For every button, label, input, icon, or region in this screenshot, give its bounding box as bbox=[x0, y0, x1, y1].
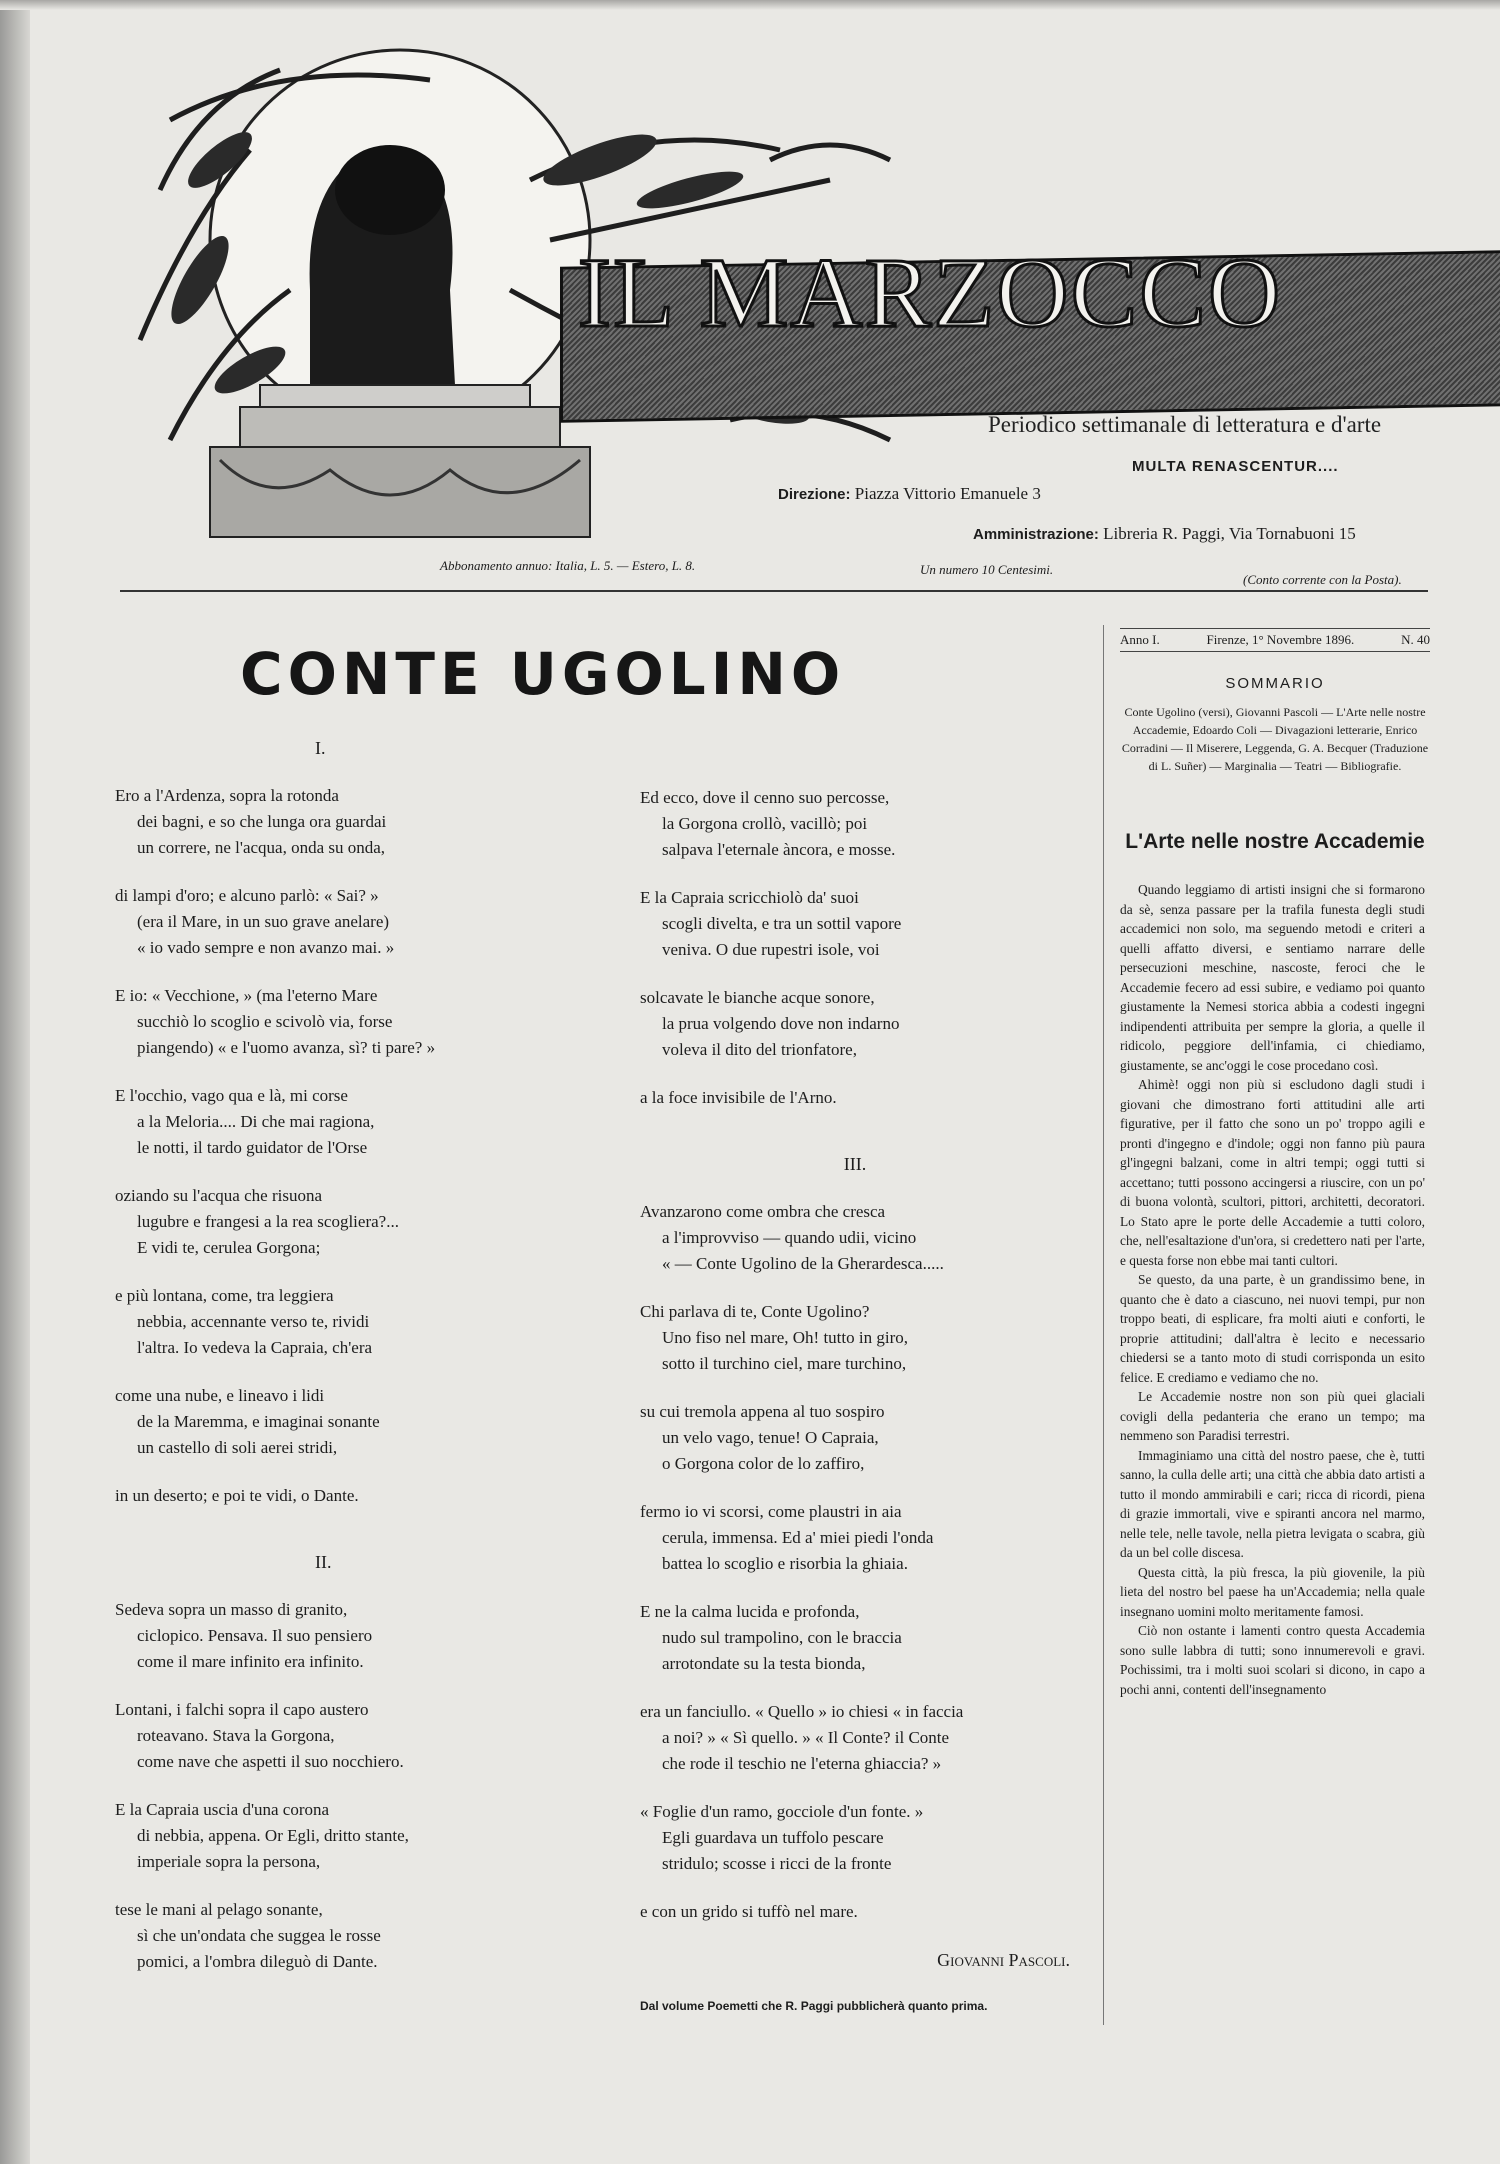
stanza bbox=[640, 885, 1070, 963]
verse-line: nebbia, accennante verso te, rividi bbox=[137, 1312, 370, 1331]
stanza bbox=[115, 1897, 515, 1975]
stanza bbox=[640, 1085, 1070, 1111]
poem-part-label: II. bbox=[315, 1552, 332, 1572]
verse-line: Avanzarono come ombra che cresca bbox=[640, 1202, 886, 1221]
verse-line: E vidi te, cerulea Gorgona; bbox=[137, 1238, 321, 1257]
article-paragraph: Immaginiamo una città del nostro paese, che è, tutti sanno, la culla delle arti; una città che abbia dato artisti a tutto il mondo ammirabili e cari; ricca di ricordi, piena di grazie immortali, vive e spiranti ancora nel marmo, nelle tele, nelle tavole, nella pietra levigata o scabra, giù da un bel colle discesa. bbox=[1120, 1447, 1425, 1560]
amministrazione-value: Libreria R. Paggi, Via Tornabuoni 15 bbox=[1103, 524, 1356, 543]
stanza bbox=[640, 1799, 1070, 1877]
verse-line: piangendo) « e l'uomo avanza, sì? ti pare? » bbox=[137, 1038, 436, 1057]
amministrazione bbox=[973, 524, 1356, 544]
article-title: L'Arte nelle nostre Accademie bbox=[1125, 830, 1425, 853]
poem-author: Giovanni Pascoli. bbox=[937, 1950, 1070, 1970]
verse-line: la Gorgona crollò, vacillò; poi bbox=[662, 814, 868, 833]
verse-line: cerula, immensa. Ed a' miei piedi l'onda bbox=[662, 1528, 934, 1547]
verse-line: solcavate le bianche acque sonore, bbox=[640, 988, 875, 1007]
verse-line: salpava l'eternale àncora, e mosse. bbox=[662, 840, 896, 859]
poem-column-1 bbox=[115, 735, 515, 1997]
article-paragraph: Le Accademie nostre non son più quei glaciali covigli della pedanteria che erano un tempo; ma nemmeno son Paradisi terrestri. bbox=[1120, 1389, 1425, 1443]
verse-line: Lontani, i falchi sopra il capo austero bbox=[115, 1700, 369, 1719]
verse-line: E io: « Vecchione, » (ma l'eterno Mare bbox=[115, 986, 378, 1005]
verse-line: in un deserto; e poi te vidi, o Dante. bbox=[115, 1486, 359, 1505]
stanza bbox=[640, 1699, 1070, 1777]
article-body bbox=[1120, 880, 1425, 1699]
verse-line: le notti, il tardo guidator de l'Orse bbox=[137, 1138, 368, 1157]
article-paragraph: Ciò non ostante i lamenti contro questa Accademia sono sulle labbra di tutti; sono innumerevoli e gravi. Pochissimi, tra i molti suoi scolari si dicono, in capo a pochi anni, contenti dell'insegnamento bbox=[1120, 1623, 1425, 1697]
conto-corrente: (Conto corrente con la Posta). bbox=[1243, 572, 1402, 587]
verse-line: come il mare infinito era infinito. bbox=[137, 1652, 364, 1671]
direzione bbox=[778, 484, 1041, 504]
stanza bbox=[640, 1299, 1070, 1377]
verse-line: « io vado sempre e non avanzo mai. » bbox=[137, 938, 395, 957]
verse-line: e più lontana, come, tra leggiera bbox=[115, 1286, 334, 1305]
stanza bbox=[115, 1797, 515, 1875]
poem-title: CONTE UGOLINO bbox=[240, 640, 846, 708]
verse-line: scogli divelta, e tra un sottil vapore bbox=[662, 914, 902, 933]
verse-line: ciclopico. Pensava. Il suo pensiero bbox=[137, 1626, 373, 1645]
stanza bbox=[115, 983, 515, 1061]
verse-line: tese le mani al pelago sonante, bbox=[115, 1900, 323, 1919]
masthead-subtitle: Periodico settimanale di letteratura e d'arte bbox=[988, 412, 1382, 437]
verse-line: e con un grido si tuffò nel mare. bbox=[640, 1902, 858, 1921]
masthead-motto: MULTA RENASCENTUR.... bbox=[1132, 458, 1339, 475]
amministrazione-label: Amministrazione: bbox=[973, 526, 1099, 543]
verse-line: E ne la calma lucida e profonda, bbox=[640, 1602, 860, 1621]
verse-line: Ed ecco, dove il cenno suo percosse, bbox=[640, 788, 890, 807]
verse-line: succhiò lo scoglio e scivolò via, forse bbox=[137, 1012, 393, 1031]
stanza bbox=[115, 1283, 515, 1361]
verse-line: Chi parlava di te, Conte Ugolino? bbox=[640, 1302, 870, 1321]
verse-line: la prua volgendo dove non indarno bbox=[662, 1014, 900, 1033]
verse-line: a la Meloria.... Di che mai ragiona, bbox=[137, 1112, 375, 1131]
verse-line: Sedeva sopra un masso di granito, bbox=[115, 1600, 348, 1619]
verse-line: oziando su l'acqua che risuona bbox=[115, 1186, 322, 1205]
verse-line: battea lo scoglio e risorbia la ghiaia. bbox=[662, 1554, 908, 1573]
verse-line: lugubre e frangesi a la rea scogliera?... bbox=[137, 1212, 399, 1231]
article-paragraph: Quando leggiamo di artisti insigni che si formarono da sè, senza passare per la trafila funesta degli studi accademici non solo, ma seguendo metodi e criteri a quelli affatto diversi, e sentiamo narrare delle persecuzioni meschine, nascoste, feroci che le Accademie fecero ad essi subire, e vediamo poi quanto giustamente la Nemesi storica abbia a codesti ingegni indipendenti attribuita per sempre la gloria, a quelle il ridicolo, peggiore dell'infamia, ci chiediamo, giustamente, se anc'oggi le cose procedano così. bbox=[1120, 882, 1425, 1073]
poem-part-2-continued bbox=[640, 785, 1070, 1111]
verse-line: l'altra. Io vedeva la Capraia, ch'era bbox=[137, 1338, 373, 1357]
verse-line: a noi? » « Sì quello. » « Il Conte? il Conte bbox=[662, 1728, 950, 1747]
masthead-rule bbox=[120, 590, 1428, 592]
verse-line: a l'improvviso — quando udii, vicino bbox=[662, 1228, 917, 1247]
article-paragraph: Questa città, la più fresca, la più giovenile, la più lieta del nostro bel paese ha un'Accademia; nella quale insegnano uomini molto meritamente famosi. bbox=[1120, 1564, 1425, 1619]
verse-line: E la Capraia uscia d'una corona bbox=[115, 1800, 330, 1819]
article-paragraph: Ahimè! oggi non più si escludono dagli studi i giovani che dimostrano forti attitudini alle arti figurative, per il fatto che sono un po' troppo agili e pronti d'ingegno e d'indole; oggi non fanno più paura gl'ingegni balzani, come in altri tempi; oggi tutti si accettano; tutti possono accingersi a riuscire, con un po' di buona volontà, scultori, pittori, architetti, decoratori. Lo Stato apre le porte delle Accademie a tutti coloro, che, nell'esaltazione d'un'ora, si credettero nati per l'arte, e questa forse non ebbe mai tanti cultori. bbox=[1120, 1077, 1425, 1268]
verse-line: pomici, a l'ombra dileguò di Dante. bbox=[137, 1952, 378, 1971]
verse-line: Egli guardava un tuffolo pescare bbox=[662, 1828, 884, 1847]
masthead-title: IL MARZOCCO bbox=[577, 237, 1283, 348]
stanza bbox=[640, 985, 1070, 1063]
stanza bbox=[115, 1383, 515, 1461]
stanza bbox=[640, 1599, 1070, 1677]
verse-line: Uno fiso nel mare, Oh! tutto in giro, bbox=[662, 1328, 908, 1347]
verse-line: di lampi d'oro; e alcuno parlò: « Sai? » bbox=[115, 886, 379, 905]
prezzo-numero: Un numero 10 Centesimi. bbox=[920, 562, 1054, 577]
stanza bbox=[115, 783, 515, 861]
issue-line bbox=[1120, 628, 1430, 652]
poem-part-label: III. bbox=[843, 1154, 867, 1174]
verse-line: fermo io vi scorsi, come plaustri in aia bbox=[640, 1502, 902, 1521]
poem-part-3 bbox=[640, 1199, 1070, 1925]
issue-anno: Anno I. bbox=[1120, 632, 1160, 647]
verse-line: Ero a l'Ardenza, sopra la rotonda bbox=[115, 786, 339, 805]
stanza bbox=[640, 1899, 1070, 1925]
stanza bbox=[115, 1697, 515, 1775]
verse-line: imperiale sopra la persona, bbox=[137, 1852, 321, 1871]
stanza bbox=[115, 883, 515, 961]
stanza bbox=[640, 1199, 1070, 1277]
stanza bbox=[640, 785, 1070, 863]
verse-line: che rode il teschio ne l'eterna ghiaccia? » bbox=[662, 1754, 942, 1773]
poem-note: Dal volume Poemetti che R. Paggi pubblicherà quanto prima. bbox=[640, 1999, 988, 2013]
sommario-heading: SOMMARIO bbox=[1225, 675, 1325, 692]
verse-line: un correre, ne l'acqua, onda su onda, bbox=[137, 838, 386, 857]
verse-line: dei bagni, e so che lunga ora guardai bbox=[137, 812, 387, 831]
column-rule bbox=[1103, 625, 1104, 2025]
verse-line: sotto il turchino ciel, mare turchino, bbox=[662, 1354, 907, 1373]
verse-line: un velo vago, tenue! O Capraia, bbox=[662, 1428, 879, 1447]
abbonamento: Abbonamento annuo: Italia, L. 5. — Estero, L. 8. bbox=[440, 558, 696, 573]
verse-line: « Foglie d'un ramo, gocciole d'un fonte. » bbox=[640, 1802, 924, 1821]
verse-line: su cui tremola appena al tuo sospiro bbox=[640, 1402, 885, 1421]
verse-line: un castello di soli aerei stridi, bbox=[137, 1438, 338, 1457]
scan-edge-top bbox=[0, 0, 1500, 10]
verse-line: E l'occhio, vago qua e là, mi corse bbox=[115, 1086, 348, 1105]
verse-line: o Gorgona color de lo zaffiro, bbox=[662, 1454, 865, 1473]
issue-date: Firenze, 1° Novembre 1896. bbox=[1206, 632, 1355, 647]
direzione-value: Piazza Vittorio Emanuele 3 bbox=[854, 484, 1041, 503]
issue-number: N. 40 bbox=[1401, 632, 1430, 647]
poem-part-2 bbox=[115, 1597, 515, 1975]
direzione-label: Direzione: bbox=[778, 486, 851, 503]
scan-edge bbox=[0, 0, 30, 2164]
poem-part-label: I. bbox=[315, 738, 326, 758]
verse-line: E la Capraia scricchiolò da' suoi bbox=[640, 888, 859, 907]
verse-line: stridulo; scosse i ricci de la fronte bbox=[662, 1854, 892, 1873]
stanza bbox=[115, 1597, 515, 1675]
sommario-text: Conte Ugolino (versi), Giovanni Pascoli — L'Arte nelle nostre Accademie, Edoardo Coli — Divagazioni letterarie, Enrico Corradini — Il Miserere, Leggenda, G. A. Becquer (Traduzione di L. Suñer) — Marginalia — Teatri — Bibliografie. bbox=[1121, 705, 1429, 773]
verse-line: arrotondate su la testa bionda, bbox=[662, 1654, 866, 1673]
stanza bbox=[115, 1483, 515, 1509]
poem-column-2 bbox=[640, 785, 1070, 2019]
stanza bbox=[640, 1499, 1070, 1577]
poem-part-1 bbox=[115, 783, 515, 1509]
verse-line: come una nube, e lineavo i lidi bbox=[115, 1386, 325, 1405]
stanza bbox=[115, 1183, 515, 1261]
stanza bbox=[640, 1399, 1070, 1477]
verse-line: sì che un'ondata che suggea le rosse bbox=[137, 1926, 381, 1945]
verse-line: come nave che aspetti il suo nocchiero. bbox=[137, 1752, 404, 1771]
stanza bbox=[115, 1083, 515, 1161]
verse-line: era un fanciullo. « Quello » io chiesi « in faccia bbox=[640, 1702, 964, 1721]
verse-line: de la Maremma, e imaginai sonante bbox=[137, 1412, 380, 1431]
verse-line: roteavano. Stava la Gorgona, bbox=[137, 1726, 335, 1745]
verse-line: veniva. O due rupestri isole, voi bbox=[662, 940, 880, 959]
verse-line: nudo sul trampolino, con le braccia bbox=[662, 1628, 902, 1647]
verse-line: voleva il dito del trionfatore, bbox=[662, 1040, 857, 1059]
article-paragraph: Se questo, da una parte, è un grandissimo bene, in quanto che è dato a ciascuno, nei nuovi tempi, pur non troppo beati, di esplicare, fra molti aiuti e conforti, le proprie attitudini; dall'altra è lecito e necessario chiedersi se a tanto moto di studi corrisponda un esito felice. E crediamo e vediamo che no. bbox=[1120, 1272, 1425, 1385]
verse-line: di nebbia, appena. Or Egli, dritto stante, bbox=[137, 1826, 409, 1845]
verse-line: (era il Mare, in un suo grave anelare) bbox=[137, 912, 390, 931]
verse-line: a la foce invisibile de l'Arno. bbox=[640, 1088, 837, 1107]
verse-line: « — Conte Ugolino de la Gherardesca..... bbox=[662, 1254, 944, 1273]
